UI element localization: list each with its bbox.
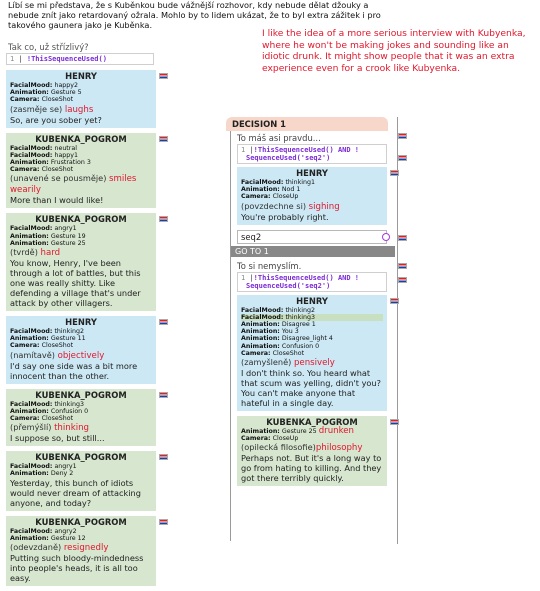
english-direction: objectively [57,350,105,361]
english-direction: smiles wearily [10,174,137,196]
speaker-name: KUBENKA_POGROM [35,516,127,527]
czech-direction: (povzdechne si) [241,200,307,211]
dialogue-text: Perhaps not. But it's a long way to go from hating to killing. And they got there terribly quickly. [241,453,382,484]
speaker-name: HENRY [296,168,328,178]
czech-direction: (přemýšlí) [10,422,52,433]
dialogue-text: I'd say one side was a bit more innocent than the other. [10,360,138,381]
node-meta: FacialMood: thinking2 FacialMood: thinking3 Animation: Disagree 1 Animation: You 3 Animation: Disagree_light 4 Animation: Confusion 0 Camera: CloseShot [241,307,383,357]
flag-icon [390,170,399,176]
speaker-name: KUBENKA_POGROM [35,133,127,144]
dialogue-text: You know, Henry, I've been through a lot of battles, but this one was really shitty. Like defending a village that's under attack by other villagers. [10,258,141,309]
czech-direction: (opilecká filosofie) [241,442,316,453]
dialogue-node[interactable] [6,133,156,209]
speaker-name: HENRY [65,71,97,81]
dialogue-text: So, are you sober yet? [10,114,102,125]
flag-icon [159,73,168,79]
speaker-name: KUBENKA_POGROM [35,452,127,463]
dialogue-node[interactable] [6,213,156,311]
flag-icon [159,454,168,460]
node-meta: FacialMood: angry1 Animation: Gesture 19 Animation: Gesture 25 [10,225,86,247]
question-title[interactable]: Tak co, už střízlivý? [8,42,89,52]
decision-node-henry-2[interactable] [237,295,387,411]
flag-icon [159,216,168,222]
decision-body [230,131,390,541]
czech-direction: (unavené se pousměje) [10,173,107,184]
dialogue-text: Yesterday, this bunch of idiots would never dream of attacking anyone, and today? [10,477,141,508]
node-meta: FacialMood: happy2 Animation: Gesture 5 Camera: CloseShot [10,82,82,104]
speaker-name: HENRY [65,317,97,328]
translation-comment: I like the idea of a more serious interview with Kubyenka, where he won't be making jokes and sounding like an idiotic drunk. It might show people that it was an extra experience even for a crook like Kubyenka. [262,28,526,74]
goto-button[interactable]: GO TO 1 [231,246,395,257]
decision-title[interactable]: DECISION 1 [226,117,388,131]
czech-direction: (zamyšleně) [241,357,292,368]
node-meta: FacialMood: thinking2 Animation: Gesture 11 Camera: CloseShot [10,328,86,350]
branch-1-condition[interactable]: 1 |!ThisSequenceUsed() AND ! SequenceUsed('seq2') [237,144,387,164]
left-node-list [6,70,164,586]
flag-icon [159,136,168,142]
dialogue-node[interactable] [6,516,156,586]
connector-circle-icon[interactable] [382,233,390,241]
decision-node-kubenka[interactable] [237,416,387,486]
dialogue-column [6,42,164,591]
dialogue-node[interactable] [6,451,156,510]
node-meta: FacialMood: neutral FacialMood: happy1 Animation: Frustration 3 Camera: CloseShot [10,144,91,174]
speaker-name: KUBENKA_POGROM [35,214,127,225]
flag-icon [159,392,168,398]
flag-icon [390,298,399,304]
czech-direction: (tvrdě) [10,247,38,258]
czech-direction: (odevzdaně) [10,542,62,553]
branch-2-condition[interactable]: 1 |!ThisSequenceUsed() AND ! SequenceUsed('seq2') [237,272,387,292]
english-direction: pensively [293,358,335,369]
flag-icon [398,133,407,139]
flag-icon [398,263,407,269]
node-meta: Animation: Gesture 25 drunken Camera: CloseUp [241,426,354,443]
sequence-field[interactable] [237,230,387,244]
english-direction: resignedly [63,543,109,554]
condition-code: !ThisSequenceUsed() [26,55,107,63]
speaker-name: KUBENKA_POGROM [266,417,358,428]
speaker-name: HENRY [296,295,328,306]
branch-option-2[interactable]: To si nemyslím. [237,260,302,271]
flag-icon [390,419,399,425]
node-meta: FacialMood: thinking3 Animation: Confusion 0 Camera: CloseShot [10,400,89,423]
english-direction: hard [40,248,61,259]
dialogue-node[interactable] [6,70,156,128]
english-direction: laughs [64,104,94,115]
speaker-name: KUBENKA_POGROM [35,389,127,400]
flag-icon [398,155,407,161]
dialogue-text: Putting such bloody-mindedness into people's heads, it is all too easy. [10,553,144,584]
node-meta: FacialMood: angry1 Animation: Deny 2 [10,463,77,478]
dialogue-node[interactable] [6,389,156,447]
english-direction: sighing [308,201,340,212]
flag-icon [159,519,168,525]
intro-note: Líbí se mi představa, že s Kuběnkou bude vážnější rozhovor, kdy nebude dělat džouky a nebude znít jako retardovaný ožrala. Mohlo by to lidem ukázat, že to byl extra zážitek i pro takového gaunera jako je Kuběnka. [8,0,381,30]
sequence-label: seq2 [241,231,262,242]
flag-icon [159,319,168,325]
dialogue-text: More than I would like! [10,195,104,206]
english-direction-inline: drunken [318,426,354,437]
dialogue-text: I suppose so, but still... [10,433,105,444]
dialogue-text: I don't think so. You heard what that scum was yelling, didn't you? You can't make anyone that hateful in a single day. [241,368,381,409]
english-direction: thinking [54,423,89,434]
decision-node-henry-1[interactable] [237,167,387,225]
question-condition[interactable]: 1 | !ThisSequenceUsed() [6,53,154,65]
dialogue-text: You're probably right. [241,211,329,222]
branch-option-1[interactable]: To máš asi pravdu... [237,133,321,143]
dialogue-node[interactable] [6,316,156,384]
node-meta: FacialMood: thinking1 Animation: Nod 1 Camera: CloseUp [241,179,316,201]
node-meta: FacialMood: angry2 Animation: Gesture 12 [10,527,86,542]
line-number: 1 [10,55,15,63]
flag-icon [398,235,407,241]
czech-direction: (zasměje se) [10,103,63,114]
english-direction: philosophy [315,443,363,454]
decision-panel [226,117,398,544]
czech-direction: (namítavě) [10,349,55,360]
flag-icon [398,277,407,283]
